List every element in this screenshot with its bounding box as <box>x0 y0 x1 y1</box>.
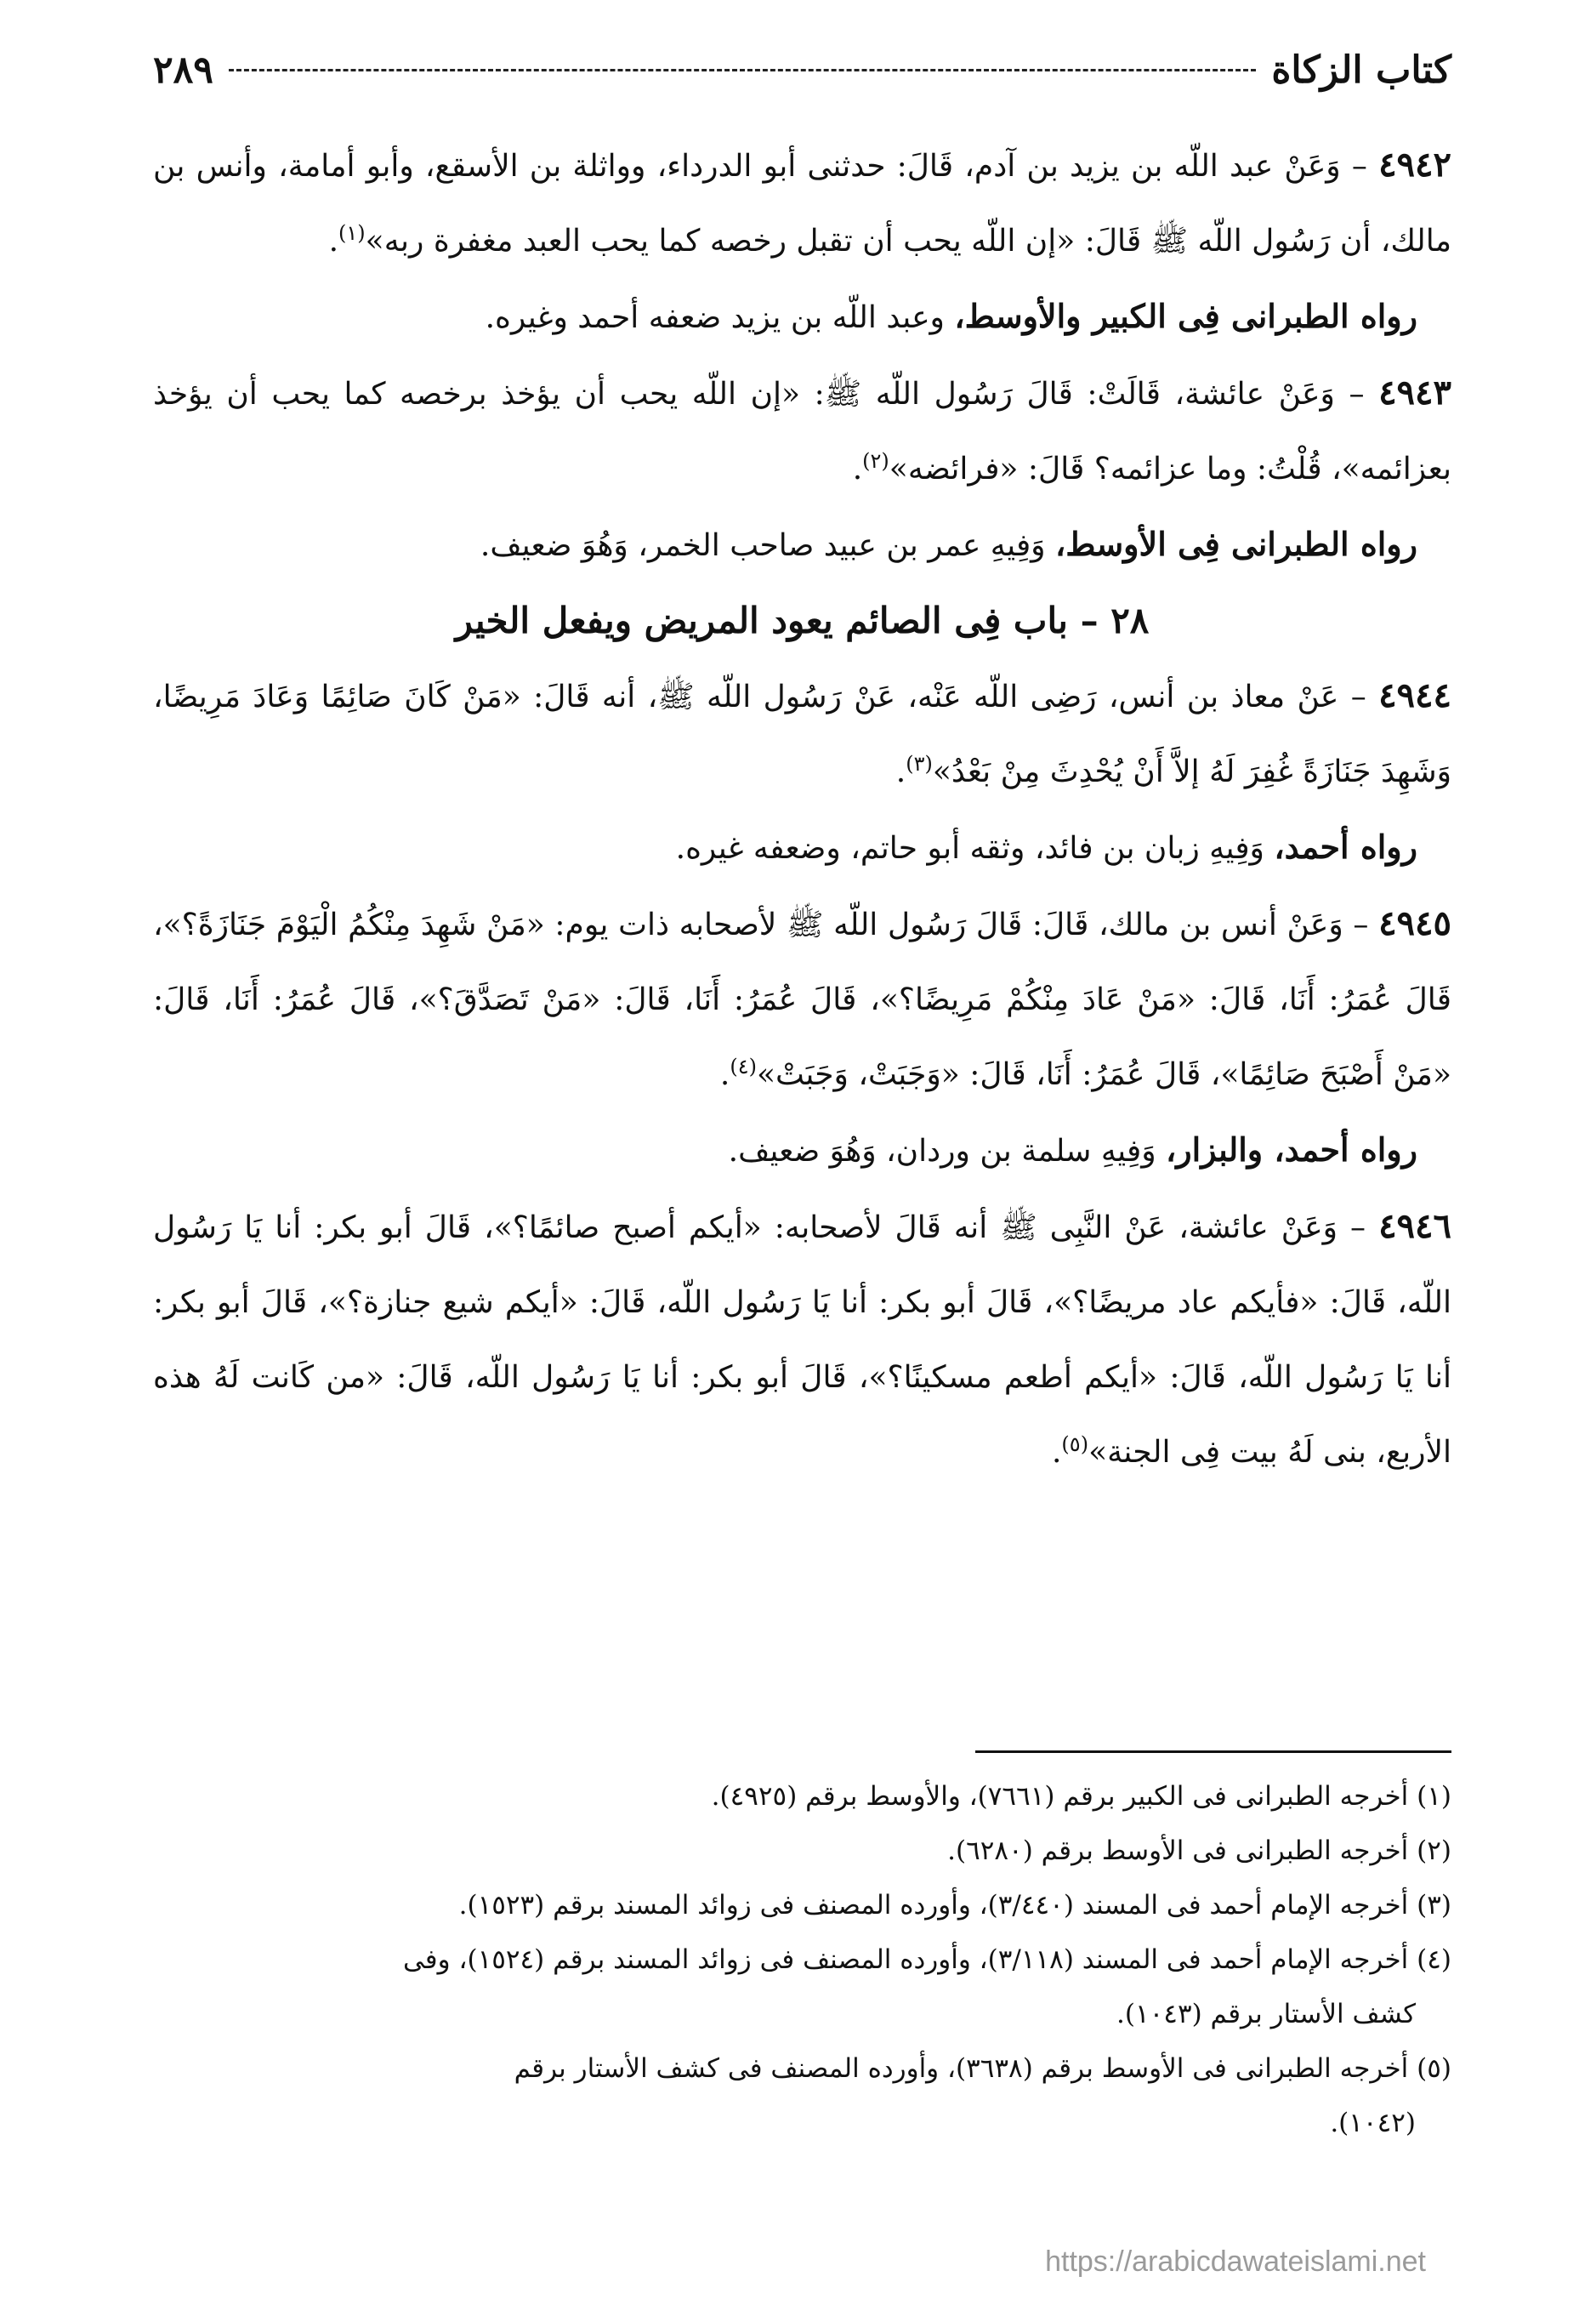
hadith-text: – عَنْ معاذ بن أنس، رَضِى اللّه عَنْه، عَنْ رَسُول اللّه ﷺ، أنه قَالَ: «مَنْ كَانَ صَائِمًا وَعَادَ مَرِيضًا، وَشَهِدَ جَنَازَةً غُفِرَ لَهُ إلاَّ أَنْ يُحْدِثَ مِنْ بَعْدُ» <box>153 680 1451 789</box>
source-lead: رواه الطبرانى فِى الأوسط، <box>1055 525 1417 563</box>
footnote: (١) أخرجه الطبرانى فى الكبير برقم (٧٦٦١)، والأوسط برقم (٤٩٢٥). <box>711 1781 1451 1812</box>
hadith-number: ٤٩٤٢ <box>1378 145 1451 185</box>
hadith-entry: ٤٩٤٥ – وَعَنْ أنس بن مالك، قَالَ: قَالَ رَسُول اللّه ﷺ لأصحابه ذات يوم: «مَنْ شَهِدَ مِنْكُمُ الْيَوْمَ جَنَازَةً؟»، قَالَ عُمَرُ: أَنَا، قَالَ: «مَنْ عَادَ مِنْكُمْ مَرِيضًا؟»، قَالَ عُمَرُ: أَنَا، قَالَ: «مَنْ تَصَدَّقَ؟»، قَالَ عُمَرُ: أَنَا، قَالَ: «مَنْ أَصْبَحَ صَائِمًا»، قَالَ عُمَرُ: أَنَا، قَالَ: «وَجَبَتْ، وَجَبَتْ»$^{(٤)}$. <box>153 903 1451 1092</box>
hadith-text: – وَعَنْ أنس بن مالك، قَالَ: قَالَ رَسُول اللّه ﷺ لأصحابه ذات يوم: «مَنْ شَهِدَ مِنْكُمُ الْيَوْمَ جَنَازَةً؟»، قَالَ عُمَرُ: أَنَا، قَالَ: «مَنْ عَادَ مِنْكُمْ مَرِيضًا؟»، قَالَ عُمَرُ: أَنَا، قَالَ: «مَنْ تَصَدَّقَ؟»، قَالَ عُمَرُ: أَنَا، قَالَ: «مَنْ أَصْبَحَ صَائِمًا»، قَالَ عُمَرُ: أَنَا، قَالَ: «وَجَبَتْ، وَجَبَتْ» <box>153 908 1451 1092</box>
source-lead: رواه أحمد، <box>1274 828 1417 866</box>
chapter-heading: ٢٨ – باب فِى الصائم يعود المريض ويفعل الخير <box>455 600 1150 641</box>
source-lead: رواه أحمد، والبزار، <box>1166 1130 1417 1169</box>
footnote-ref: (٢) <box>862 449 889 473</box>
footnote: (٥) أخرجه الطبرانى فى الأوسط برقم (٣٦٣٨)، وأورده المصنف فى كشف الأستار برقم <box>514 2053 1451 2084</box>
source-rest: وَفِيهِ زبان بن فائد، وثقه أبو حاتم، وضعفه غيره. <box>675 831 1275 866</box>
footnotes <box>153 1769 1451 2150</box>
book-title: كتاب الزكاة <box>1271 48 1451 92</box>
footnote-continuation: (١٠٤٢). <box>1330 2108 1416 2138</box>
hadith-source <box>153 507 1451 583</box>
source-lead: رواه الطبرانى فِى الكبير والأوسط، <box>954 297 1417 335</box>
hadith-number: ٤٩٤٦ <box>1378 1206 1451 1246</box>
hadith-source <box>153 810 1451 886</box>
source-rest: وَفِيهِ عمر بن عبيد صاحب الخمر، وَهُوَ ضعيف. <box>480 528 1055 563</box>
hadith-entry: ٤٩٤٦ – وَعَنْ عائشة، عَنْ النَّبِى ﷺ أنه قَالَ لأصحابه: «أيكم أصبح صائمًا؟»، قَالَ أبو بكر: أنا يَا رَسُول اللّه، قَالَ: «فأيكم عاد مريضًا؟»، قَالَ أبو بكر: أنا يَا رَسُول اللّه، قَالَ: «أيكم شيع جنازة؟»، قَالَ أبو بكر: أنا يَا رَسُول اللّه، قَالَ: «أيكم أطعم مسكينًا؟»، قَالَ أبو بكر: أنا يَا رَسُول اللّه، قَالَ: «من كَانت لَهُ هذه الأربع، بنى لَهُ بيت فِى الجنة»$^{(٥)}$. <box>153 1206 1451 1470</box>
footnote-ref: (٤) <box>730 1055 758 1078</box>
watermark-url: https://arabicdawateislami.net <box>1045 2245 1426 2278</box>
hadith-source <box>153 279 1451 356</box>
hadith-text: – وَعَنْ عائشة، عَنْ النَّبِى ﷺ أنه قَالَ لأصحابه: «أيكم أصبح صائمًا؟»، قَالَ أبو بكر: أنا يَا رَسُول اللّه، قَالَ: «فأيكم عاد مريضًا؟»، قَالَ أبو بكر: أنا يَا رَسُول اللّه، قَالَ: «أيكم شيع جنازة؟»، قَالَ أبو بكر: أنا يَا رَسُول اللّه، قَالَ: «أيكم أطعم مسكينًا؟»، قَالَ أبو بكر: أنا يَا رَسُول اللّه، قَالَ: «من كَانت لَهُ هذه الأربع، بنى لَهُ بيت فِى الجنة» <box>153 1210 1451 1470</box>
footnote: (٣) أخرجه الإمام أحمد فى المسند (٣/٤٤٠)، وأورده المصنف فى زوائد المسند برقم (١٥٢٣). <box>458 1890 1451 1921</box>
footnote-separator <box>975 1750 1451 1753</box>
hadith-entry: ٤٩٤٤ – عَنْ معاذ بن أنس، رَضِى اللّه عَنْه، عَنْ رَسُول اللّه ﷺ، أنه قَالَ: «مَنْ كَانَ صَائِمًا وَعَادَ مَرِيضًا، وَشَهِدَ جَنَازَةً غُفِرَ لَهُ إلاَّ أَنْ يُحْدِثَ مِنْ بَعْدُ»$^{(٣)}$. <box>153 675 1451 789</box>
hadith-text: – وَعَنْ عبد اللّه بن يزيد بن آدم، قَالَ: حدثنى أبو الدرداء، وواثلة بن الأسقع، وأبو أمامة، وأنس بن مالك، أن رَسُول اللّه ﷺ قَالَ: «إن اللّه يحب أن تقبل رخصه كما يحب العبد مغفرة ربه» <box>153 149 1451 259</box>
header-dashed-rule <box>229 69 1256 71</box>
running-header <box>153 44 1451 95</box>
source-rest: وعبد اللّه بن يزيد ضعفه أحمد وغيره. <box>485 300 955 335</box>
footnote-ref: (١) <box>338 221 366 245</box>
hadith-source <box>153 1113 1451 1189</box>
hadith-number: ٤٩٤٥ <box>1378 903 1451 943</box>
hadith-number: ٤٩٤٤ <box>1378 675 1451 715</box>
hadith-text: – وَعَنْ عائشة، قَالَتْ: قَالَ رَسُول اللّه ﷺ: «إن اللّه يحب أن يؤخذ برخصه كما يحب أن يؤخذ بعزائمه»، قُلْتُ: وما عزائمه؟ قَالَ: «فرائضه» <box>153 377 1451 487</box>
footnote: (٢) أخرجه الطبرانى فى الأوسط برقم (٦٢٨٠). <box>947 1835 1451 1866</box>
page-number: ٢٨٩ <box>153 48 213 92</box>
hadith-entry: ٤٩٤٢ – وَعَنْ عبد اللّه بن يزيد بن آدم، قَالَ: حدثنى أبو الدرداء، وواثلة بن الأسقع، وأبو أمامة، وأنس بن مالك، أن رَسُول اللّه ﷺ قَالَ: «إن اللّه يحب أن تقبل رخصه كما يحب العبد مغفرة ربه»$^{(١)}$. <box>153 145 1451 259</box>
footnote: (٤) أخرجه الإمام أحمد فى المسند (٣/١١٨)، وأورده المصنف فى زوائد المسند برقم (١٥٢٤)، وفى <box>402 1944 1451 1975</box>
footnote-ref: (٥) <box>1061 1432 1089 1456</box>
hadith-number: ٤٩٤٣ <box>1378 373 1451 413</box>
main-text <box>153 128 1451 1490</box>
source-rest: وَفِيهِ سلمة بن وردان، وَهُوَ ضعيف. <box>728 1134 1167 1169</box>
footnote-continuation: كشف الأستار برقم (١٠٤٣). <box>1116 1999 1416 2029</box>
hadith-entry: ٤٩٤٣ – وَعَنْ عائشة، قَالَتْ: قَالَ رَسُول اللّه ﷺ: «إن اللّه يحب أن يؤخذ برخصه كما يحب أن يؤخذ بعزائمه»، قُلْتُ: وما عزائمه؟ قَالَ: «فرائضه»$^{(٢)}$. <box>153 373 1451 487</box>
footnote-ref: (٣) <box>906 752 933 776</box>
